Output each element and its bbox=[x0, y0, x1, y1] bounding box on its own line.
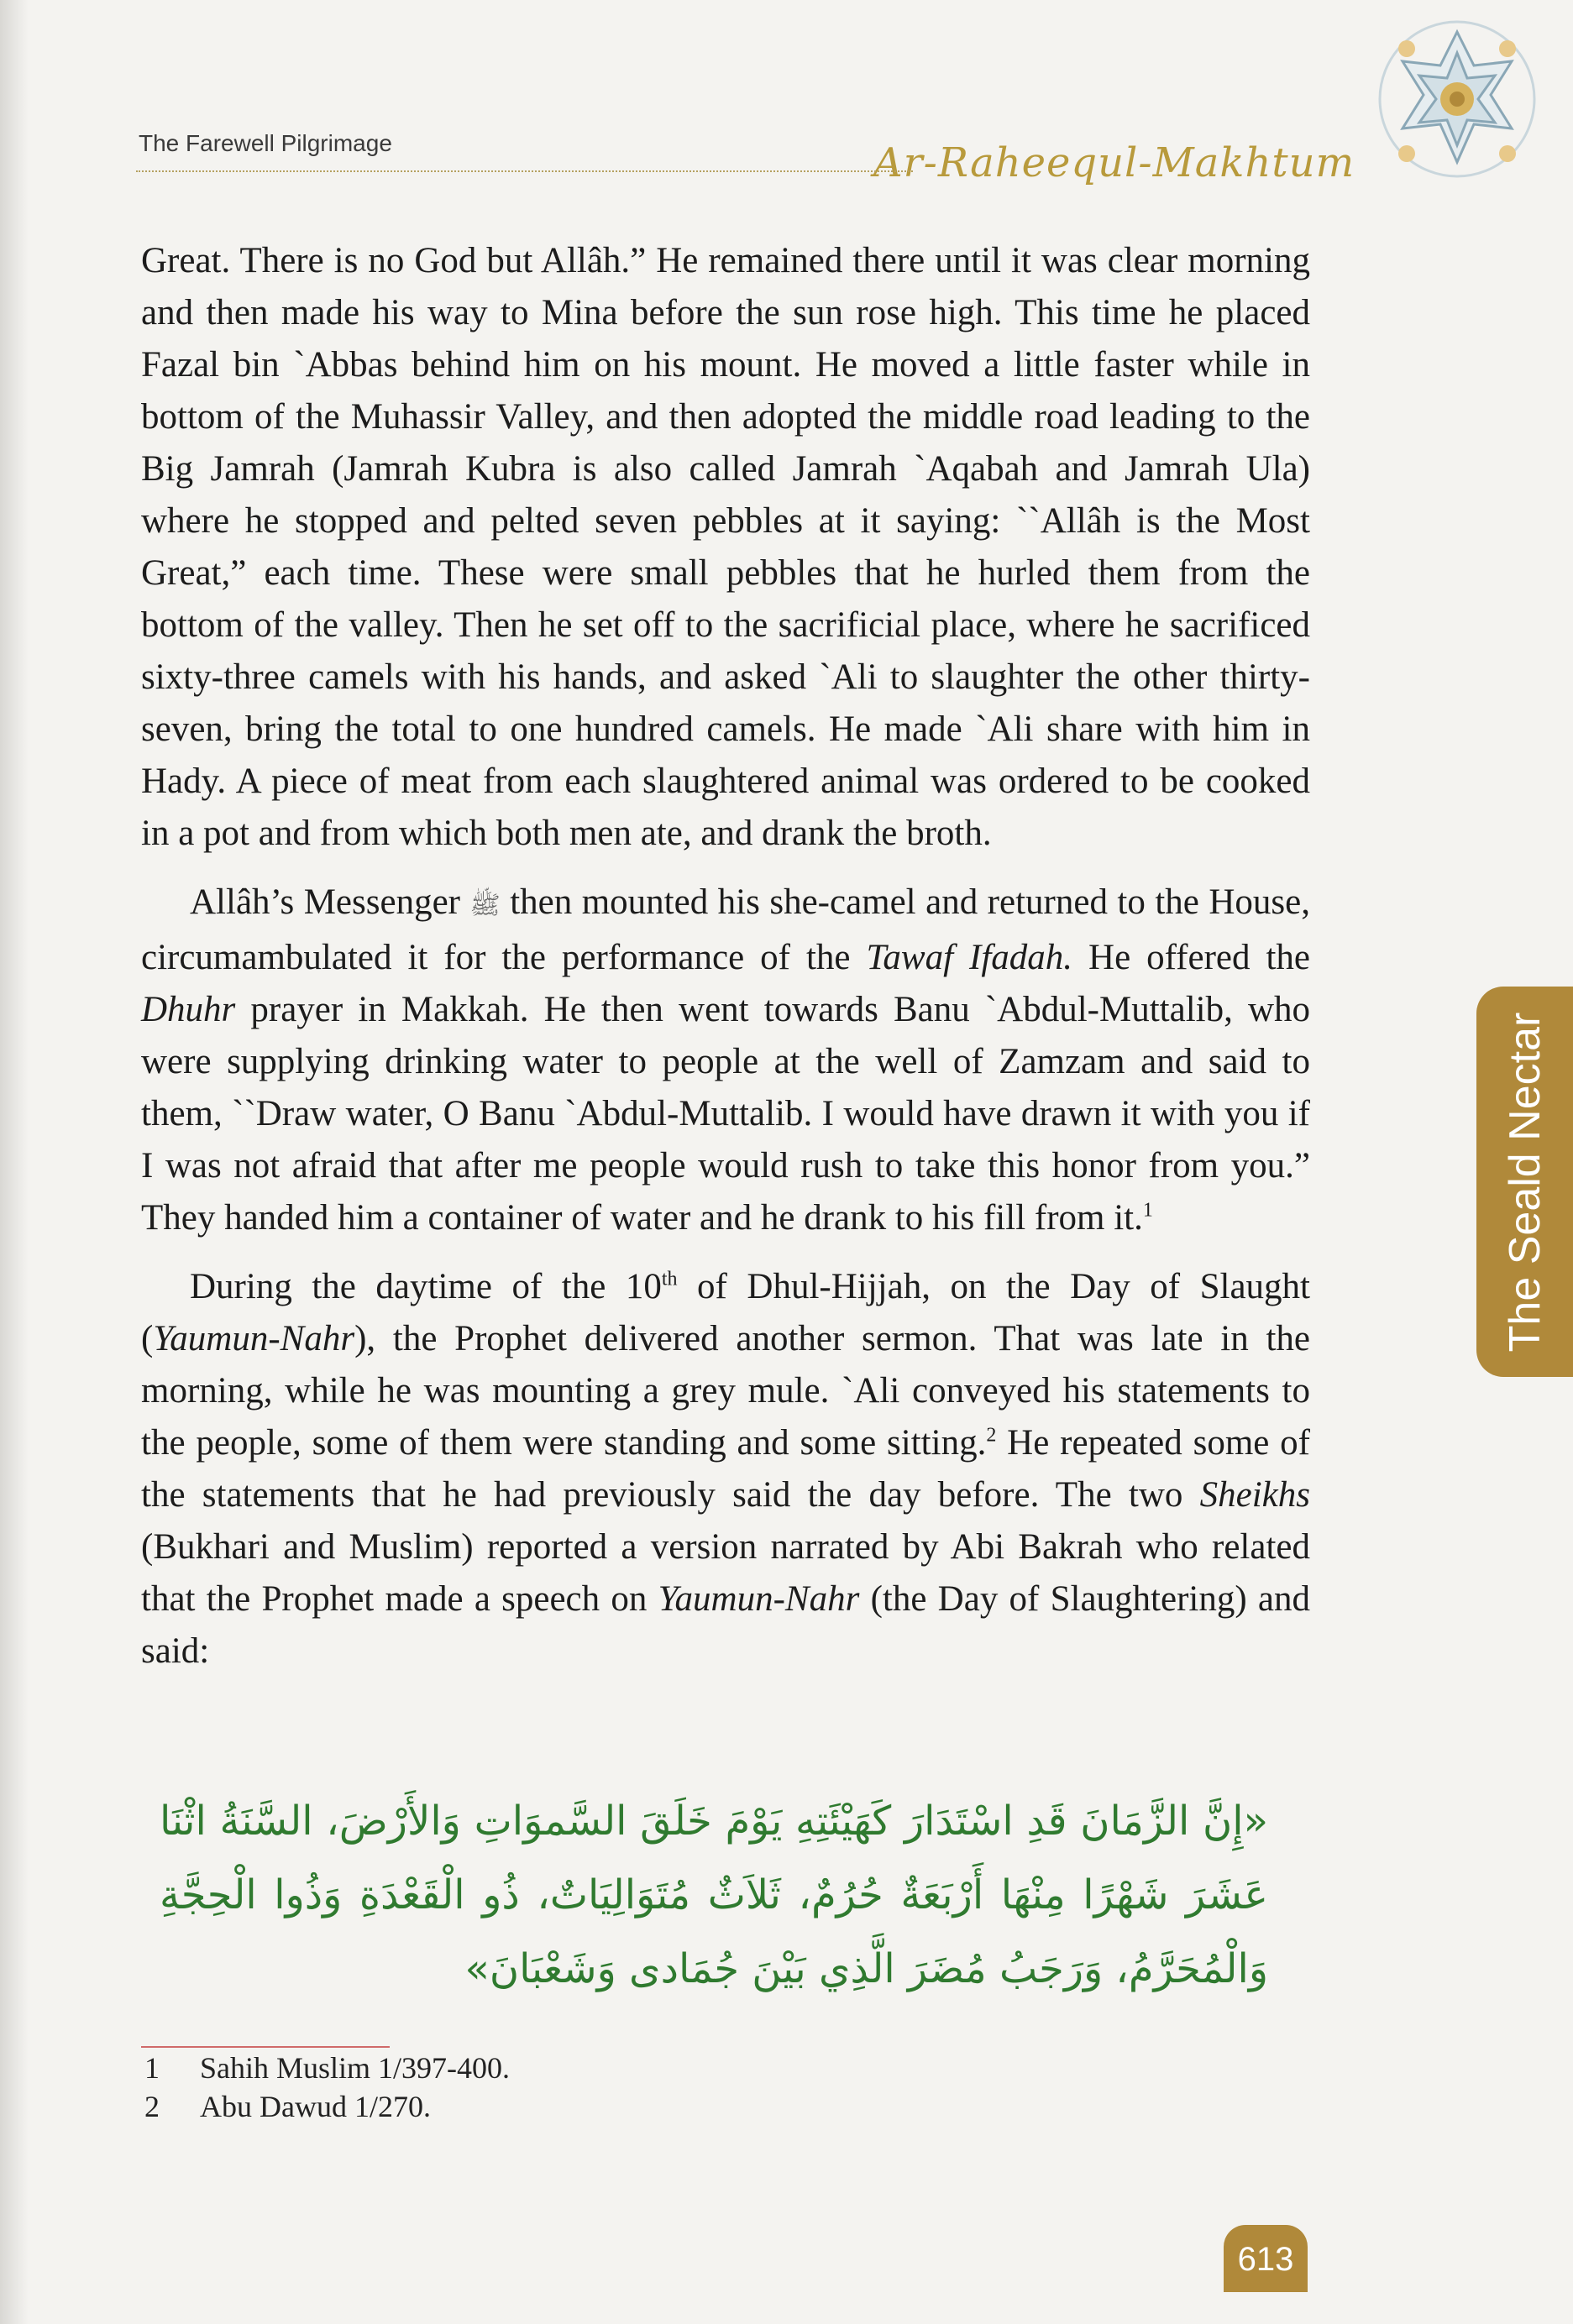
footnote-text: Abu Dawud 1/270. bbox=[200, 2090, 431, 2123]
footnote-number: 1 bbox=[144, 2051, 160, 2085]
side-tab-label: The Seald Nectar bbox=[1500, 1012, 1549, 1352]
header-dotted-rule bbox=[136, 170, 913, 172]
islamic-star-ornament-icon bbox=[1356, 15, 1558, 196]
page-number: 613 bbox=[1224, 2225, 1308, 2292]
footnote-ref-1[interactable]: 1 bbox=[1142, 1199, 1153, 1222]
footnote-item bbox=[144, 2049, 984, 2087]
page-binding-edge bbox=[0, 0, 29, 2324]
footnote-text: Sahih Muslim 1/397-400. bbox=[200, 2051, 511, 2085]
main-text bbox=[141, 235, 1310, 1694]
book-logo: Ar-Raheequl-Makhtum bbox=[873, 139, 1355, 186]
footnote-item bbox=[144, 2087, 984, 2126]
footnote-ref-2[interactable]: 2 bbox=[986, 1424, 997, 1447]
paragraph-2: Allâh’s Messenger ﷺ then mounted his she-camel and returned to the House, circumambulated it for the performance of the Tawaf Ifadah. He offered the Dhuhr prayer in Makkah. He then went towards Banu `Abdul-Muttalib, who were supplying drinking water to people at the well of Zamzam and said to them, ``Draw water, O Banu `Abdul-Muttalib. I would have drawn it with you if I was not afraid that after me people would rush to take this honor from you.” They handed him a container of water and he drank to his fill from it.$^1$ bbox=[141, 882, 1310, 1238]
footnote-separator bbox=[141, 2046, 390, 2048]
footnotes bbox=[144, 2049, 984, 2126]
salutation-icon: ﷺ bbox=[469, 891, 501, 920]
footnote-number: 2 bbox=[144, 2090, 160, 2123]
paragraph-3: During the daytime of the 10th of Dhul-Hijjah, on the Day of Slaught (Yaumun-Nahr), the Prophet delivered another sermon. That was late in the morning, while he was mounting a grey mule. `Ali conveyed his statements to the people, some of them were standing and some sitting.$^2$ He repeated some of the statements that he had previously said the day before. The two Sheikhs (Bukhari and Muslim) reported a version narrated by Abi Bakrah who related that the Prophet made a speech on Yaumun-Nahr (the Day of Slaughtering) and said: bbox=[141, 1267, 1311, 1671]
paragraph-1: Great. There is no God but Allâh.” He remained there until it was clear morning and then made his way to Mina before the sun rose high. This time he placed Fazal bin `Abbas behind him on his mount. He moved a little faster while in bottom of the Muhassir Valley, and then adopted the middle road leading to the Big Jamrah (Jamrah Kubra is also called Jamrah `Aqabah and Jamrah Ula) where he stopped and pelted seven pebbles at it saying: ``Allâh is the Most Great,” each time. These were small pebbles that he hurled them from the bottom of the valley. Then he set off to the sacrificial place, where he sacrificed sixty-three camels with his hands, and asked `Ali to slaughter the other thirty-seven, bring the total to one hundred camels. He made `Ali share with him in Hady. A piece of meat from each slaughtered animal was ordered to be cooked in a pot and from which both men ate, and drank the broth. bbox=[141, 241, 1310, 853]
running-title: The Farewell Pilgrimage bbox=[139, 130, 392, 156]
side-chapter-tab bbox=[1476, 987, 1573, 1377]
arabic-hadith-quote: «إِنَّ الزَّمَانَ قَدِ اسْتَدَارَ كَهَيْئَتِهِ يَوْمَ خَلَقَ السَّموَاتِ وَالأَرْضَ، السَّنَةُ اثْنَا عَشَرَ شَهْرًا مِنْهَا أَرْبَعَةٌ حُرُمٌ، ثَلاَثٌ مُتَوَالِيَاتٌ، ذُو الْقَعْدَةِ وَذُوا الْحِجَّةِ وَالْمُحَرَّمُ، وَرَجَبُ مُضَرَ الَّذِي بَيْنَ جُمَادى وَشَعْبَانَ» bbox=[160, 1798, 1268, 1992]
